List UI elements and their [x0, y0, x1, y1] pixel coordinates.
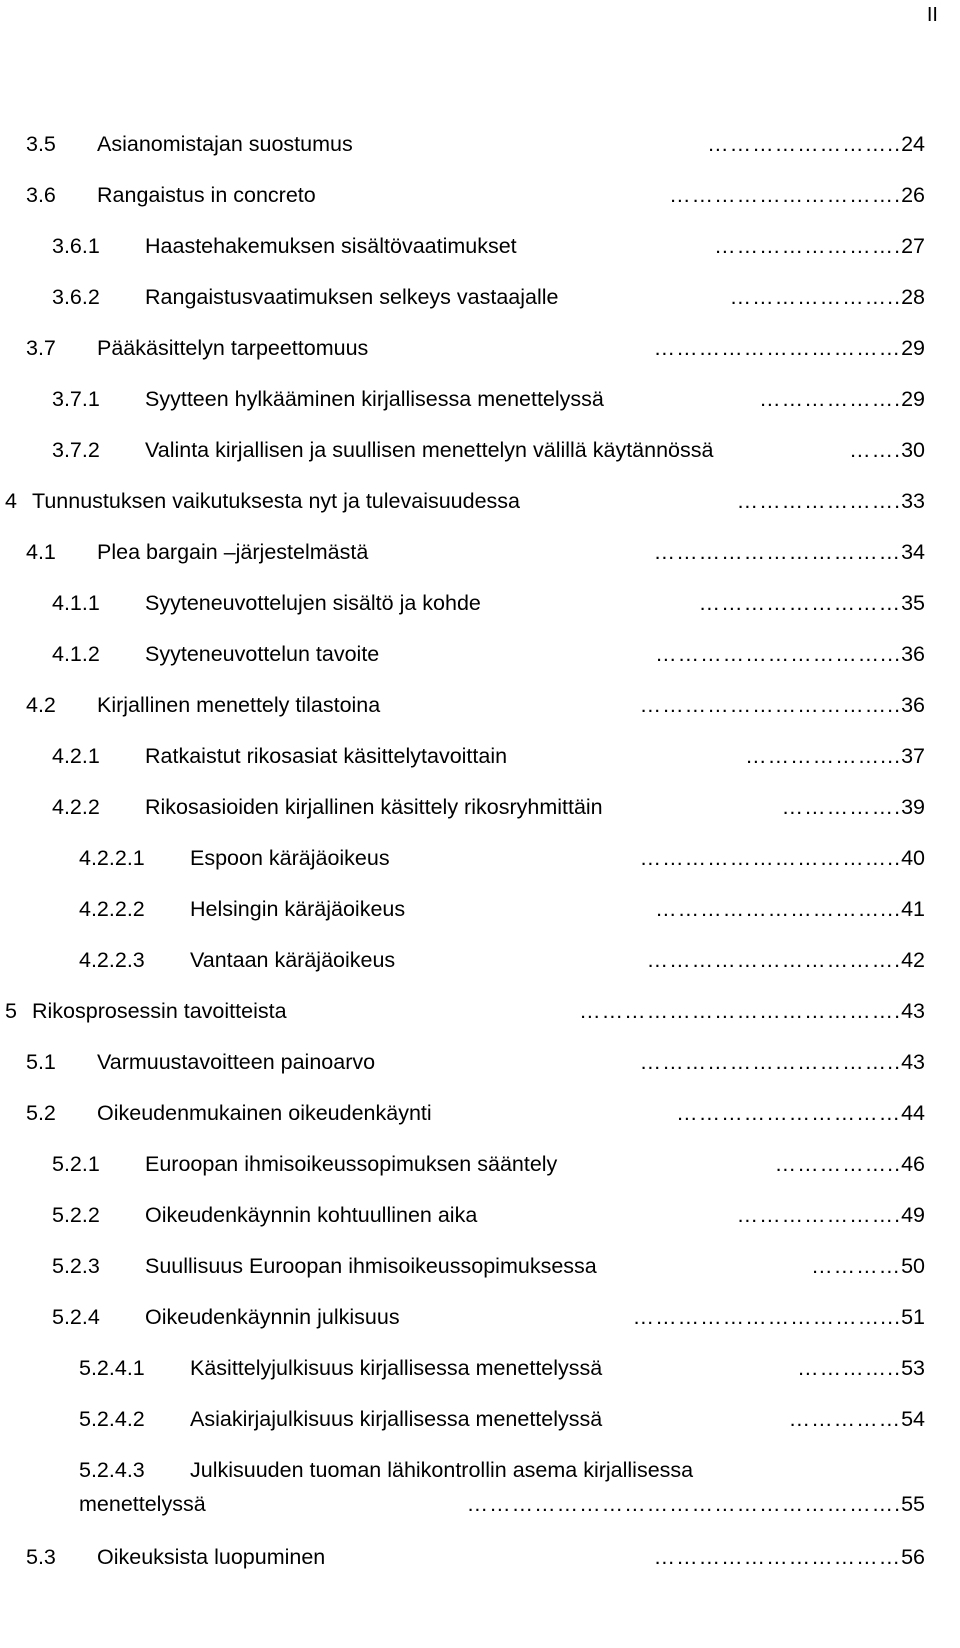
toc-entry-page: 55 [901, 1492, 925, 1516]
toc-entry-page: 36 [901, 693, 925, 717]
toc-entry-leader: ……………………………... [632, 1305, 902, 1329]
toc-entry-title: Rikosprosessin tavoitteista [32, 999, 287, 1023]
toc-entry[interactable] [0, 841, 960, 875]
toc-entry[interactable] [0, 1096, 960, 1130]
toc-entry-title: Euroopan ihmisoikeussopimuksen sääntely [145, 1152, 558, 1176]
toc-entry-title: Kirjallinen menettely tilastoina [97, 693, 381, 717]
toc-entry-page: 50 [901, 1254, 925, 1278]
toc-entry-leader: …………… [788, 1407, 902, 1431]
toc-entry-title: Asiakirjajulkisuus kirjallisessa menettelyssä [190, 1407, 603, 1431]
toc-entry-number: 4.2.2.2 [79, 897, 145, 921]
toc-entry-number: 3.7.1 [52, 387, 100, 411]
toc-entry[interactable] [0, 994, 960, 1028]
toc-entry-title: Asianomistajan suostumus [97, 132, 353, 156]
toc-entry-page: 34 [901, 540, 925, 564]
toc-entry-title: Oikeudenkäynnin julkisuus [145, 1305, 400, 1329]
toc-entry-leader: ………………….. [729, 285, 902, 309]
toc-entry-leader: …………………. [736, 489, 902, 513]
toc-entry-number: 3.7 [26, 336, 56, 360]
toc-entry-leader: ……………………… [698, 591, 902, 615]
toc-entry-title: Haastehakemuksen sisältövaatimukset [145, 234, 517, 258]
toc-entry-leader: ………… [811, 1254, 902, 1278]
toc-entry-number: 4.2.2 [52, 795, 100, 819]
toc-entry-title: Tunnustuksen vaikutuksesta nyt ja tulevaisuudessa [32, 489, 521, 513]
toc-entry-leader: …………………………… [653, 1545, 902, 1569]
toc-entry-leader: ……. [849, 438, 902, 462]
toc-entry-title: Suullisuus Euroopan ihmisoikeussopimuksessa [145, 1254, 597, 1278]
toc-entry-number: 5.2.4 [52, 1305, 100, 1329]
toc-entry-page: 29 [901, 387, 925, 411]
toc-entry-leader: …………………….. [707, 132, 902, 156]
toc-entry-leader: ………….. [797, 1356, 902, 1380]
toc-entry-page: 49 [901, 1203, 925, 1227]
toc-entry[interactable] [0, 1147, 960, 1181]
toc-entry[interactable] [0, 535, 960, 569]
toc-entry-page: 43 [901, 1050, 925, 1074]
toc-entry-leader: ………………... [745, 744, 902, 768]
toc-entry-leader: …………………………... [655, 897, 902, 921]
toc-entry-leader: …………….. [774, 1152, 902, 1176]
toc-entry-leader: …………………………….. [639, 846, 902, 870]
toc-entry-title: Julkisuuden tuoman lähikontrollin asema kirjallisessa [190, 1458, 694, 1482]
toc-entry-page: 43 [901, 999, 925, 1023]
toc-entry-page: 27 [901, 234, 925, 258]
toc-entry-page: 56 [901, 1545, 925, 1569]
toc-entry-page: 46 [901, 1152, 925, 1176]
toc-entry-title: Rikosasioiden kirjallinen käsittely rikosryhmittäin [145, 795, 603, 819]
toc-entry-title: Pääkäsittelyn tarpeettomuus [97, 336, 369, 360]
toc-entry-leader: …………………………… [653, 336, 902, 360]
toc-entry[interactable] [0, 1402, 960, 1436]
toc-entry[interactable] [0, 892, 960, 926]
toc-entry-number: 4.2.2.1 [79, 846, 145, 870]
toc-entry-title-continuation: menettelyssä [79, 1492, 206, 1516]
toc-entry-number: 3.7.2 [52, 438, 100, 462]
toc-entry-title: Varmuustavoitteen painoarvo [97, 1050, 376, 1074]
toc-entry-leader: …………………………….. [639, 693, 902, 717]
toc-entry[interactable] [0, 127, 960, 161]
toc-entry-title: Käsittelyjulkisuus kirjallisessa menettelyssä [190, 1356, 603, 1380]
toc-entry-number: 4.1 [26, 540, 56, 564]
toc-entry-leader: …………………………. [669, 183, 902, 207]
toc-entry-page: 30 [901, 438, 925, 462]
toc-entry-number: 5.3 [26, 1545, 56, 1569]
toc-entry[interactable] [0, 739, 960, 773]
toc-entry-page: 41 [901, 897, 925, 921]
toc-entry-title: Rangaistus in concreto [97, 183, 316, 207]
toc-entry-title: Valinta kirjallisen ja suullisen menettelyn välillä käytännössä [145, 438, 714, 462]
toc-entry[interactable] [0, 1045, 960, 1079]
toc-entry[interactable] [0, 586, 960, 620]
toc-entry[interactable] [0, 943, 960, 977]
toc-entry[interactable] [0, 688, 960, 722]
toc-entry-number: 3.6.2 [52, 285, 100, 309]
toc-entry-number: 4.1.2 [52, 642, 100, 666]
toc-entry-number: 5.2.4.3 [79, 1458, 145, 1482]
toc-entry-number: 5 [5, 999, 17, 1023]
toc-entry[interactable] [0, 1249, 960, 1283]
toc-entry-number: 4.1.1 [52, 591, 100, 615]
toc-entry[interactable] [0, 1351, 960, 1385]
toc-entry-leader: …………………………………………………. [466, 1492, 902, 1516]
toc-entry-title: Syyteneuvottelun tavoite [145, 642, 380, 666]
toc-entry-leader: …………………. [736, 1203, 902, 1227]
toc-entry-leader: ………………………… [676, 1101, 902, 1125]
toc-entry-number: 5.1 [26, 1050, 56, 1074]
toc-entry-page: 39 [901, 795, 925, 819]
toc-entry-title: Oikeudenkäynnin kohtuullinen aika [145, 1203, 478, 1227]
toc-entry-number: 5.2 [26, 1101, 56, 1125]
toc-entry-number: 4.2.1 [52, 744, 100, 768]
toc-entry[interactable] [0, 280, 960, 314]
toc-entry-page: 29 [901, 336, 925, 360]
toc-entry-page: 28 [901, 285, 925, 309]
toc-entry-title: Ratkaistut rikosasiat käsittelytavoittain [145, 744, 508, 768]
toc-entry-page: 37 [901, 744, 925, 768]
toc-entry-page: 36 [901, 642, 925, 666]
toc-entry-title: Helsingin käräjäoikeus [190, 897, 406, 921]
toc-entry[interactable] [0, 1300, 960, 1334]
toc-entry-page: 24 [901, 132, 925, 156]
toc-entry[interactable] [0, 331, 960, 365]
toc-entry-leader: ……………. [781, 795, 902, 819]
toc-entry-number: 3.6 [26, 183, 56, 207]
toc-entry-title: Syyteneuvottelujen sisältö ja kohde [145, 591, 481, 615]
toc-entry[interactable] [0, 790, 960, 824]
toc-entry-title: Vantaan käräjäoikeus [190, 948, 396, 972]
toc-entry-number: 4 [5, 489, 17, 513]
toc-entry-title: Syytteen hylkääminen kirjallisessa menettelyssä [145, 387, 604, 411]
toc-entry-leader: …………………………… [653, 540, 902, 564]
toc-entry[interactable] [0, 637, 960, 671]
toc-entry-title: Rangaistusvaatimuksen selkeys vastaajalle [145, 285, 559, 309]
toc-entry-number: 3.5 [26, 132, 56, 156]
toc-entry[interactable] [0, 178, 960, 212]
toc-entry[interactable] [0, 1198, 960, 1232]
toc-entry[interactable] [0, 433, 960, 467]
toc-entry-number: 5.2.2 [52, 1203, 100, 1227]
page-number: II [926, 4, 938, 26]
toc-entry-leader: ……………………………. [646, 948, 902, 972]
toc-entry-page: 26 [901, 183, 925, 207]
toc-entry-leader: ……………………………………. [579, 999, 902, 1023]
toc-entry[interactable] [0, 229, 960, 263]
toc-entry-number: 5.2.3 [52, 1254, 100, 1278]
toc-entry-page: 44 [901, 1101, 925, 1125]
toc-entry-title: Espoon käräjäoikeus [190, 846, 390, 870]
toc-entry[interactable] [0, 484, 960, 518]
toc-entry-page: 42 [901, 948, 925, 972]
toc-entry[interactable] [0, 382, 960, 416]
toc-entry-page: 51 [901, 1305, 925, 1329]
toc-entry-title: Oikeuksista luopuminen [97, 1545, 326, 1569]
toc-entry-page: 53 [901, 1356, 925, 1380]
toc-entry[interactable] [0, 1540, 960, 1574]
toc-entry-number: 4.2 [26, 693, 56, 717]
toc-entry-leader: ………………. [759, 387, 902, 411]
toc-entry-number: 5.2.1 [52, 1152, 100, 1176]
toc-entry-leader: …………………………... [655, 642, 902, 666]
toc-entry-number: 5.2.4.2 [79, 1407, 145, 1431]
toc-entry-title: Oikeudenmukainen oikeudenkäynti [97, 1101, 432, 1125]
toc-entry-page: 33 [901, 489, 925, 513]
toc-entry-title: Plea bargain –järjestelmästä [97, 540, 369, 564]
toc-entry-leader: …………………………….. [639, 1050, 902, 1074]
toc-entry-number: 3.6.1 [52, 234, 100, 258]
toc-entry-number: 5.2.4.1 [79, 1356, 145, 1380]
toc-entry-page: 35 [901, 591, 925, 615]
toc-entry[interactable] [0, 1453, 960, 1521]
toc-entry-page: 40 [901, 846, 925, 870]
toc-entry-number: 4.2.2.3 [79, 948, 145, 972]
toc-entry-leader: ……………………. [714, 234, 902, 258]
toc-entry-page: 54 [901, 1407, 925, 1431]
